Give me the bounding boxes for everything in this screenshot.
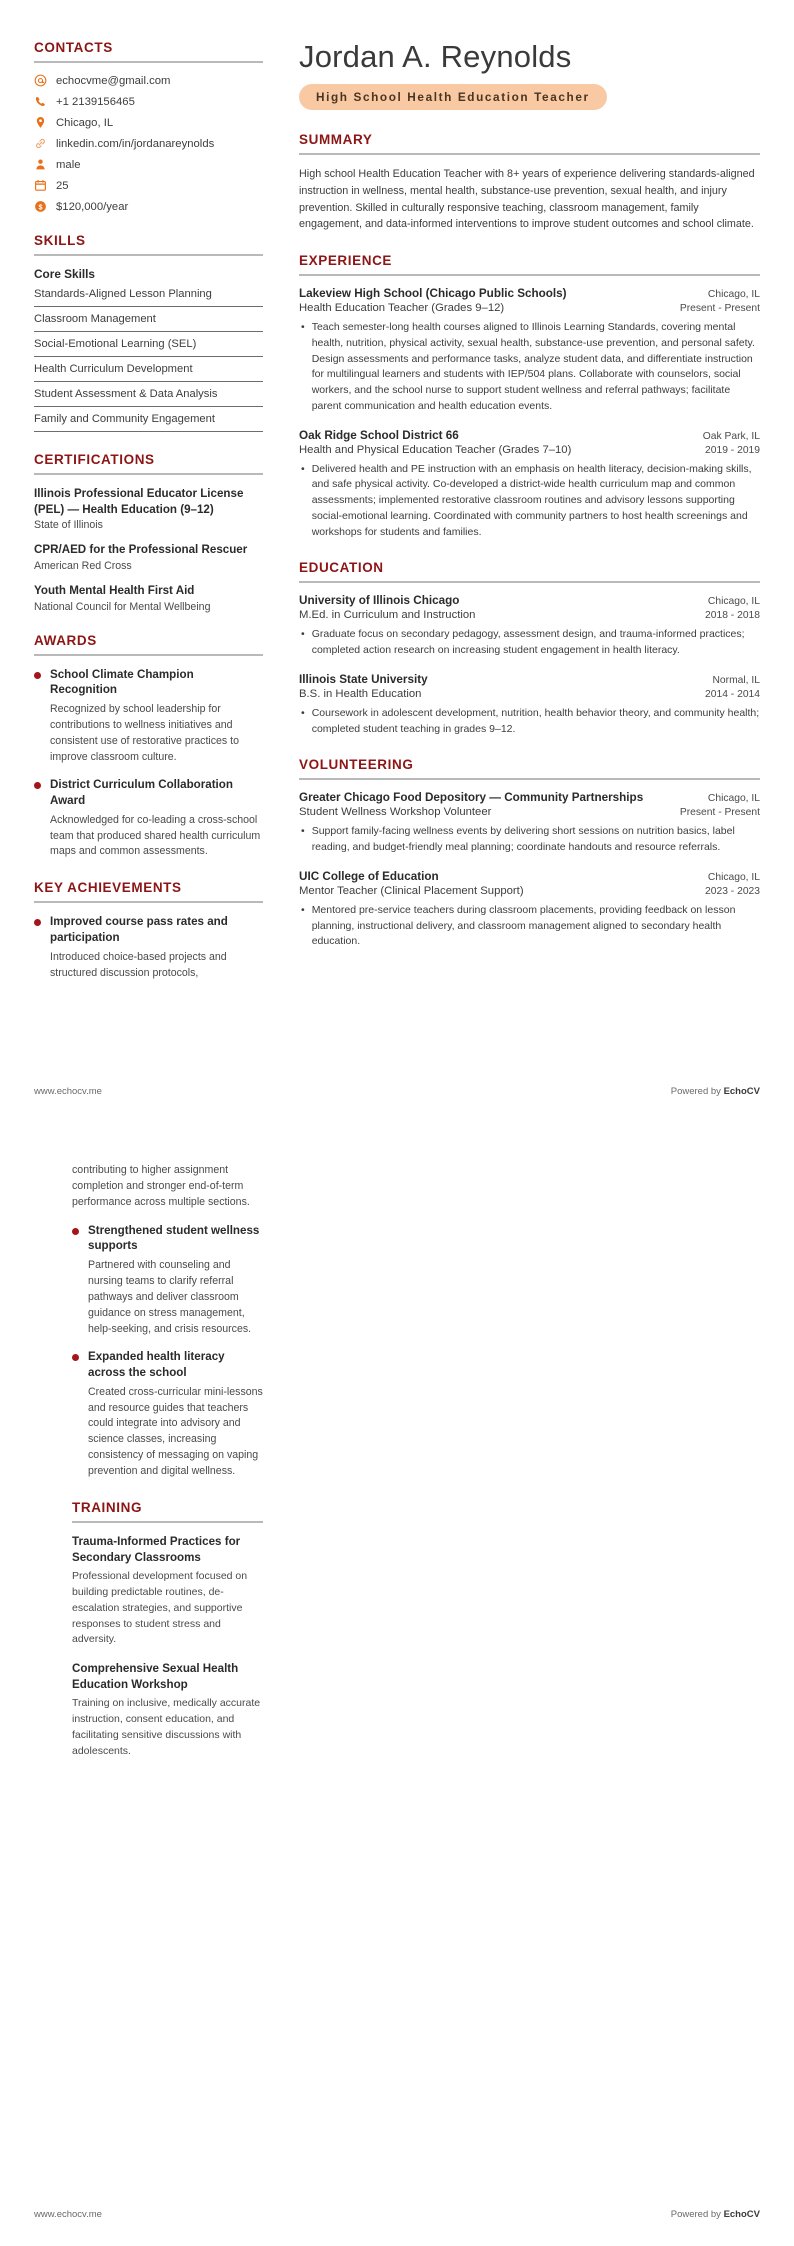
bullet-dot-icon [72, 1228, 79, 1235]
contact-value: male [56, 158, 81, 171]
volunteering-entry [299, 870, 760, 950]
skills-heading: SKILLS [34, 233, 86, 248]
job-title-badge: High School Health Education Teacher [299, 84, 607, 110]
section-divider [34, 901, 263, 903]
bullet-marker-icon: • [301, 321, 305, 334]
award-item [34, 777, 263, 860]
certification-item [34, 486, 263, 531]
achievement-description: Created cross-curricular mini-lessons and resource guides that teachers could integrate into advisory and science classes, increasing consistency of messaging on vaping prevention and digital wellness. [88, 1385, 263, 1478]
svg-text:$: $ [38, 202, 43, 212]
entry-bullet [301, 706, 760, 738]
page-footer [34, 1086, 760, 1097]
email-icon [34, 74, 47, 87]
section-divider [34, 473, 263, 475]
contact-value: +1 2139156465 [56, 95, 135, 108]
contact-phone[interactable] [34, 95, 263, 108]
entry-degree: B.S. in Health Education [299, 687, 422, 700]
volunteering-heading: VOLUNTEERING [299, 757, 414, 773]
person-icon [34, 158, 47, 171]
page-footer [34, 2209, 760, 2220]
section-divider [299, 581, 760, 583]
education-entry [299, 594, 760, 659]
contact-value: linkedin.com/in/jordanareynolds [56, 137, 215, 150]
contact-value: $120,000/year [56, 200, 129, 213]
certification-org: American Red Cross [34, 559, 132, 572]
contact-email[interactable] [34, 74, 263, 87]
training-heading: TRAINING [72, 1500, 143, 1516]
entry-dates: Present - Present [679, 807, 760, 819]
achievement-title: Strengthened student wellness supports [88, 1223, 260, 1253]
experience-section [299, 253, 760, 540]
contact-value: Chicago, IL [56, 116, 114, 129]
bullet-marker-icon: • [301, 706, 305, 719]
certification-name: CPR/AED for the Professional Rescuer [34, 543, 248, 557]
main-column-page2 [289, 1163, 760, 1779]
skill-item: Health Curriculum Development [34, 363, 263, 382]
summary-text: High school Health Education Teacher with 8+ years of experience delivering standards-aligned instruction in wellness, mental health, substance-use prevention, sexual health, and injury prevention. Skilled in culturally responsive teaching, classroom management, family engagement, and data-informed interventions to improve student outcomes and school climate. [299, 168, 755, 231]
achievement-item [34, 914, 263, 981]
sidebar-column-page2 [34, 1163, 289, 1779]
entry-bullet [301, 320, 760, 415]
skill-item: Social-Emotional Learning (SEL) [34, 338, 263, 357]
certifications-section [34, 452, 263, 613]
bullet-marker-icon: • [301, 628, 305, 641]
entry-bullet-text: Teach semester-long health courses aligned to Illinois Learning Standards, covering mental health, nutrition, physical activity, sexual health, substance-use prevention, and personal safety. Design assessments and performance tasks, analyze student data, and differentiate instruction for multilingual learners and students with IEP/504 plans. Collaborate with counselors, social workers, and the school nurse to support student wellness and referral pathways; facilitate parent communication and health education events. [311, 321, 755, 412]
bullet-dot-icon [34, 672, 41, 679]
contacts-section [34, 40, 263, 213]
phone-icon [34, 95, 47, 108]
section-divider [34, 254, 263, 256]
entry-location: Chicago, IL [707, 793, 760, 805]
bullet-marker-icon: • [301, 903, 305, 916]
key-achievements-continued [72, 1163, 263, 1480]
awards-section [34, 633, 263, 861]
entry-dates: 2023 - 2023 [705, 885, 760, 897]
award-description: Recognized by school leadership for contributions to wellness initiatives and consistent use of restorative practices to improve classroom culture. [50, 702, 240, 763]
section-divider [299, 778, 760, 780]
key-achievements-section [34, 880, 263, 981]
entry-dates: 2014 - 2014 [705, 688, 760, 700]
entry-dates: Present - Present [679, 303, 760, 315]
certification-item [34, 583, 263, 613]
entry-degree: M.Ed. in Curriculum and Instruction [299, 609, 476, 622]
achievement-item [72, 1349, 263, 1480]
awards-heading: AWARDS [34, 632, 97, 648]
bullet-marker-icon: • [301, 825, 305, 838]
entry-bullet-text: Mentored pre-service teachers during classroom placements, providing feedback on lesson planning, instructional delivery, and classroom management aligned to secondary health education. [311, 903, 736, 948]
achievement-description: Introduced choice-based projects and structured discussion protocols, [50, 950, 227, 979]
skill-item: Standards-Aligned Lesson Planning [34, 288, 263, 307]
location-icon [34, 116, 47, 129]
entry-location: Chicago, IL [707, 596, 760, 608]
calendar-icon [34, 179, 47, 192]
bullet-marker-icon: • [301, 462, 305, 475]
training-description: Professional development focused on building predictable routines, de-escalation strategies, and supportive responses to student stress and adversity. [72, 1570, 248, 1646]
footer-brand: EchoCV [723, 2209, 760, 2220]
award-description: Acknowledged for co-leading a cross-school team that produced shared health curriculum maps and common assessments. [50, 813, 261, 858]
footer-powered-by [671, 1086, 760, 1097]
entry-location: Oak Park, IL [702, 430, 760, 442]
entry-bullet-text: Graduate focus on secondary pedagogy, assessment design, and trauma-informed practices; completed action research on increasing student engagement in health literacy. [311, 628, 745, 657]
footer-site[interactable]: www.echocv.me [34, 1086, 102, 1097]
sidebar-column [34, 40, 289, 1001]
training-name: Comprehensive Sexual Health Education Workshop [72, 1662, 239, 1691]
entry-location: Chicago, IL [707, 289, 760, 301]
contact-salary [34, 200, 263, 213]
achievement-item [72, 1223, 263, 1338]
link-icon [34, 137, 47, 150]
entry-bullet [301, 462, 760, 541]
certification-name: Youth Mental Health First Aid [34, 583, 195, 597]
achievement-continued-text: contributing to higher assignment completion and stronger end-of-term performance across multiple sections. [72, 1164, 250, 1208]
entry-organization: Lakeview High School (Chicago Public Schools) [299, 287, 567, 301]
entry-organization: Oak Ridge School District 66 [299, 428, 459, 442]
bullet-dot-icon [34, 782, 41, 789]
entry-bullet [301, 903, 760, 950]
entry-role: Health and Physical Education Teacher (Grades 7–10) [299, 443, 572, 456]
skill-item: Classroom Management [34, 313, 263, 332]
training-item [72, 1661, 263, 1759]
training-name: Trauma-Informed Practices for Secondary Classrooms [72, 1535, 241, 1564]
section-divider [34, 654, 263, 656]
resume-page-2 [0, 1123, 794, 2246]
achievement-description: Partnered with counseling and nursing teams to clarify referral pathways and deliver classroom guidance on stress management, help-seeking, and crisis resources. [88, 1258, 252, 1335]
section-divider [299, 274, 760, 276]
entry-location: Normal, IL [712, 674, 760, 686]
experience-entry [299, 287, 760, 415]
contact-gender [34, 158, 263, 171]
key-achievements-heading: KEY ACHIEVEMENTS [34, 880, 182, 896]
contact-age [34, 179, 263, 192]
skills-section [34, 233, 263, 432]
contact-location [34, 116, 263, 129]
experience-heading: EXPERIENCE [299, 253, 393, 269]
certifications-heading: CERTIFICATIONS [34, 452, 155, 467]
experience-entry [299, 429, 760, 541]
summary-section [299, 132, 760, 233]
summary-heading: SUMMARY [299, 132, 373, 148]
contact-value: 25 [56, 179, 69, 192]
skills-group-label: Core Skills [34, 267, 95, 281]
main-column [289, 40, 760, 1001]
entry-role: Student Wellness Workshop Volunteer [299, 806, 492, 819]
bullet-dot-icon [34, 919, 41, 926]
entry-bullet-text: Delivered health and PE instruction with an emphasis on health literacy, decision-making skills, and safe physical activity. Co-developed a district-wide health curriculum map and common assessments; implemented restorative classroom routines and advisory lessons supporting social-emotional learning. Coordinated with community partners to host health screenings and workshops for students and families. [311, 462, 752, 538]
contacts-heading: CONTACTS [34, 40, 113, 55]
entry-organization: Greater Chicago Food Depository — Community Partnerships [299, 791, 644, 805]
volunteering-entry [299, 791, 760, 856]
footer-powered-by [671, 2209, 760, 2220]
entry-location: Chicago, IL [707, 871, 760, 883]
contact-value: echocvme@gmail.com [56, 74, 171, 87]
education-section [299, 560, 760, 737]
training-description: Training on inclusive, medically accurate instruction, consent education, and facilitating sensitive discussions with adolescents. [72, 1697, 261, 1757]
achievement-title: Expanded health literacy across the school [88, 1350, 225, 1380]
footer-site[interactable]: www.echocv.me [34, 2209, 102, 2220]
footer-powered-prefix: Powered by [670, 1086, 724, 1097]
section-divider [299, 153, 760, 155]
skill-item: Student Assessment & Data Analysis [34, 388, 263, 407]
certification-org: State of Illinois [34, 519, 103, 532]
section-divider [34, 61, 263, 63]
entry-bullet [301, 627, 760, 659]
section-divider [72, 1521, 263, 1523]
contact-linkedin[interactable] [34, 137, 263, 150]
certification-org: National Council for Mental Wellbeing [34, 600, 211, 613]
page-title: Jordan A. Reynolds [299, 39, 572, 74]
salary-icon [34, 200, 47, 213]
entry-dates: 2019 - 2019 [705, 444, 760, 456]
certification-item [34, 542, 263, 572]
entry-organization: University of Illinois Chicago [299, 594, 460, 608]
award-title: District Curriculum Collaboration Award [50, 778, 233, 808]
entry-organization: UIC College of Education [299, 869, 439, 883]
volunteering-section [299, 757, 760, 950]
footer-brand: EchoCV [723, 1086, 760, 1097]
education-entry [299, 673, 760, 738]
footer-powered-prefix: Powered by [670, 2209, 724, 2220]
certification-name: Illinois Professional Educator License (PEL) — Health Education (9–12) [34, 487, 244, 516]
entry-role: Health Education Teacher (Grades 9–12) [299, 302, 505, 315]
bullet-dot-icon [72, 1354, 79, 1361]
entry-dates: 2018 - 2018 [705, 610, 760, 622]
education-heading: EDUCATION [299, 560, 384, 576]
achievement-title: Improved course pass rates and participation [50, 915, 228, 944]
training-section [72, 1500, 263, 1759]
skill-item: Family and Community Engagement [34, 413, 263, 432]
entry-bullet [301, 824, 760, 856]
training-item [72, 1534, 263, 1648]
award-title: School Climate Champion Recognition [50, 667, 194, 697]
award-item [34, 667, 263, 766]
entry-organization: Illinois State University [299, 672, 428, 686]
entry-role: Mentor Teacher (Clinical Placement Support) [299, 884, 524, 897]
entry-bullet-text: Support family-facing wellness events by delivering short sessions on nutrition basics, label reading, and budget-friendly meal planning; coordinate handouts and resource referrals. [311, 825, 735, 854]
entry-bullet-text: Coursework in adolescent development, nutrition, health behavior theory, and community health; completed student teaching in grades 9–12. [311, 706, 760, 735]
